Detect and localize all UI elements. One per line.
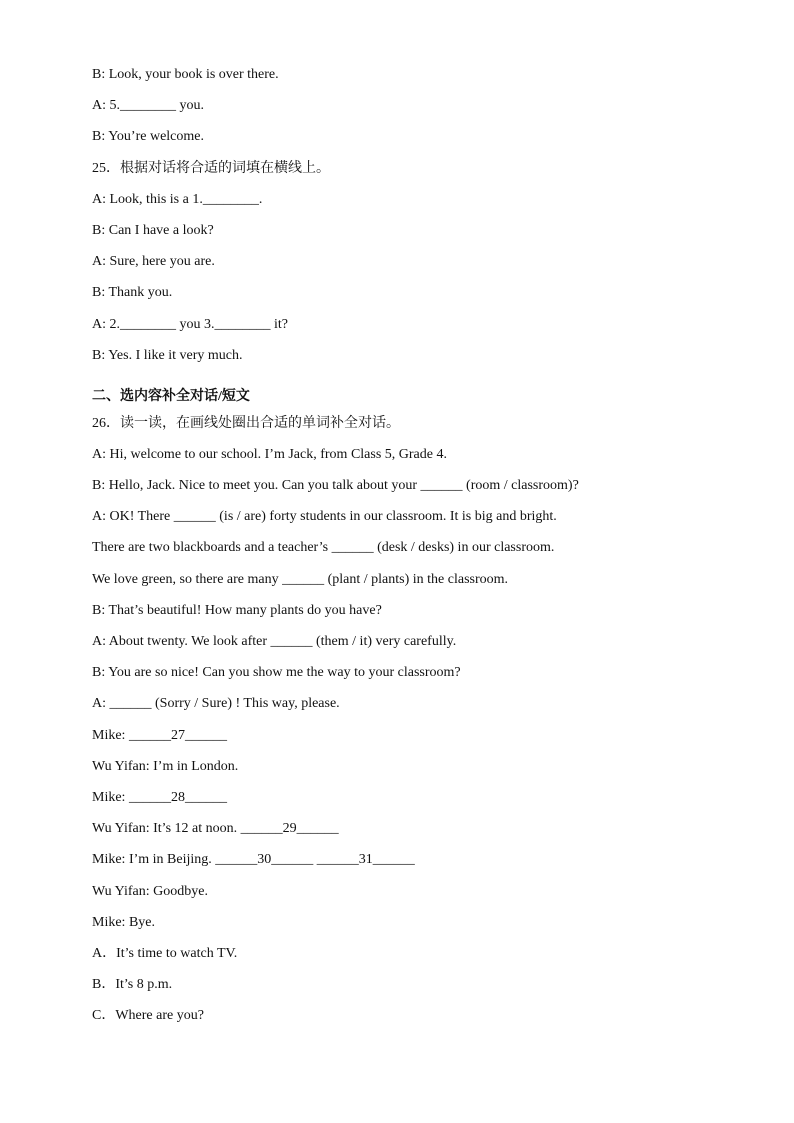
dialogue-line: B: Thank you. [92,285,173,301]
section-heading: 二、选内容补全对话/短文 [92,388,250,404]
dialogue-line: B: Hello, Jack. Nice to meet you. Can you talk about your ______ (room / classroom)? [92,478,579,494]
dialogue-line: A: Hi, welcome to our school. I’m Jack, from Class 5, Grade 4. [92,446,447,462]
dialogue-line: Wu Yifan: It’s 12 at noon. ______29______ [92,821,339,837]
dialogue-line: A: Look, this is a 1.________. [92,191,263,207]
dialogue-line: A: 2.________ you 3.________ it? [92,316,288,332]
dialogue-line: B: You are so nice! Can you show me the way to your classroom? [92,665,461,681]
dialogue-line: B: Look, your book is over there. [92,67,279,82]
dialogue-line: A: About twenty. We look after ______ (them / it) very carefully. [92,634,457,649]
dialogue-line: A: OK! There ______ (is / are) forty students in our classroom. It is big and bright. [92,509,557,525]
dialogue-line: There are two blackboards and a teacher’s ______ (desk / desks) in our classroom. [92,540,555,556]
dialogue-line: We love green, so there are many ______ (plant / plants) in the classroom. [92,571,509,587]
dialogue-line: Wu Yifan: Goodbye. [92,883,208,899]
question-26-instruction: 26．读一读，在画线处圈出合适的单词补全对话。 [92,415,400,431]
worksheet-page [92,64,712,1036]
dialogue-line: B: Can I have a look? [92,222,214,238]
dialogue-line: Mike: I’m in Beijing. ______30______ ______31______ [92,852,415,868]
answer-option-c: C．Where are you? [92,1008,204,1024]
dialogue-line: Mike: Bye. [92,914,155,930]
dialogue-line: Mike: ______28______ [92,789,227,805]
dialogue-line: A: 5.________ you. [92,98,204,114]
dialogue-line: A: ______ (Sorry / Sure) ! This way, please. [92,696,340,712]
answer-option-a: A．It’s time to watch TV. [92,945,238,961]
question-25-instruction: 25．根据对话将合适的词填在横线上。 [92,160,330,176]
dialogue-line: Wu Yifan: I’m in London. [92,758,239,774]
dialogue-line: B: Yes. I like it very much. [92,347,243,363]
answer-option-b: B．It’s 8 p.m. [92,977,173,993]
dialogue-line: Mike: ______27______ [92,727,227,743]
dialogue-line: B: You’re welcome. [92,129,204,145]
dialogue-line: A: Sure, here you are. [92,254,215,270]
dialogue-line: B: That’s beautiful! How many plants do you have? [92,602,382,618]
